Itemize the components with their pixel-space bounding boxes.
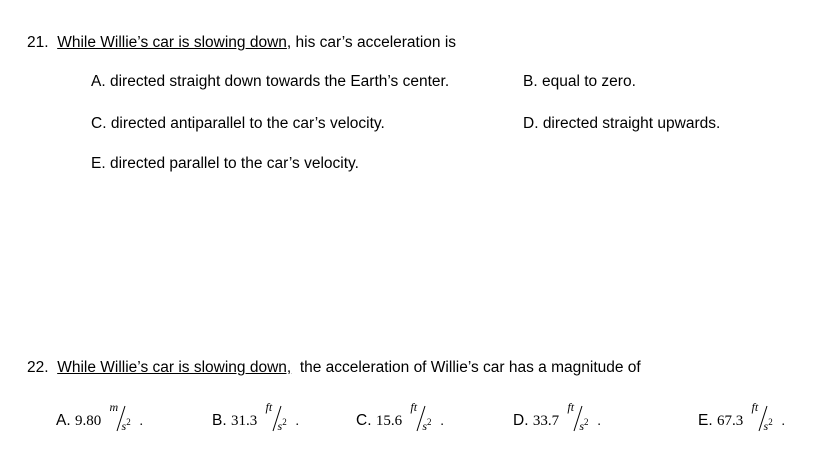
unit-numerator: ft: [410, 400, 418, 414]
q21-option-b: [523, 73, 636, 91]
stem-text: , his car’s acceleration is: [286, 34, 457, 51]
unit-denominator: $s^2$: [763, 417, 773, 433]
option-value: 67.3: [716, 413, 744, 429]
unit-numerator: ft: [751, 400, 759, 414]
stem-underlined: While Willie’s car is slowing down,: [57, 359, 292, 376]
question-22-stem: [27, 359, 641, 377]
q22-option-d: [513, 400, 601, 434]
option-text: directed straight upwards.: [542, 115, 721, 132]
period: .: [597, 414, 601, 429]
unit-denominator: $s^2$: [579, 417, 589, 433]
option-value: 9.80: [74, 413, 102, 429]
option-letter: A.: [91, 73, 106, 90]
question-number: 22.: [27, 359, 49, 376]
option-text: directed straight down towards the Earth’s center.: [109, 73, 450, 90]
unit-fraction: [566, 400, 596, 434]
unit-fraction: [109, 400, 139, 434]
q22-option-a: [56, 400, 144, 434]
option-value: 33.7: [532, 413, 560, 429]
option-letter: D.: [523, 115, 539, 132]
q21-option-a: [91, 73, 449, 91]
option-value: 15.6: [375, 413, 403, 429]
option-letter: B.: [523, 73, 538, 90]
q21-option-d: [523, 115, 720, 133]
option-letter: C.: [356, 412, 372, 429]
unit-denominator: $s^2$: [277, 417, 287, 433]
question-21-stem: [27, 34, 456, 52]
period: .: [781, 414, 786, 429]
option-letter: D.: [513, 412, 529, 429]
unit-fraction: [751, 400, 781, 434]
q22-option-b: [212, 400, 300, 434]
option-text: directed parallel to the car’s velocity.: [109, 155, 359, 172]
option-text: equal to zero.: [541, 73, 636, 90]
unit-denominator: $s^2$: [422, 417, 432, 433]
q21-option-c: [91, 115, 385, 133]
unit-numerator: ft: [265, 400, 273, 414]
unit-denominator: $s^2$: [121, 417, 131, 433]
unit-fraction: [409, 400, 439, 434]
option-text: directed antiparallel to the car’s velocity.: [110, 115, 385, 132]
stem-underlined: While Willie’s car is slowing down: [57, 34, 287, 51]
period: .: [440, 414, 444, 429]
question-number: 21.: [27, 34, 49, 51]
unit-fraction: [265, 400, 295, 434]
option-value: 31.3: [230, 413, 258, 429]
option-letter: C.: [91, 115, 107, 132]
q22-option-c: [356, 400, 444, 434]
option-letter: E.: [698, 412, 713, 429]
option-letter: B.: [212, 412, 227, 429]
period: .: [139, 414, 144, 429]
period: .: [295, 414, 300, 429]
option-letter: E.: [91, 155, 106, 172]
q21-option-e: [91, 155, 359, 173]
q22-option-e: [698, 400, 786, 434]
unit-numerator: ft: [567, 400, 575, 414]
option-letter: A.: [56, 412, 71, 429]
stem-text: the acceleration of Willie’s car has a magnitude of: [299, 359, 641, 376]
unit-numerator: m: [109, 400, 119, 414]
